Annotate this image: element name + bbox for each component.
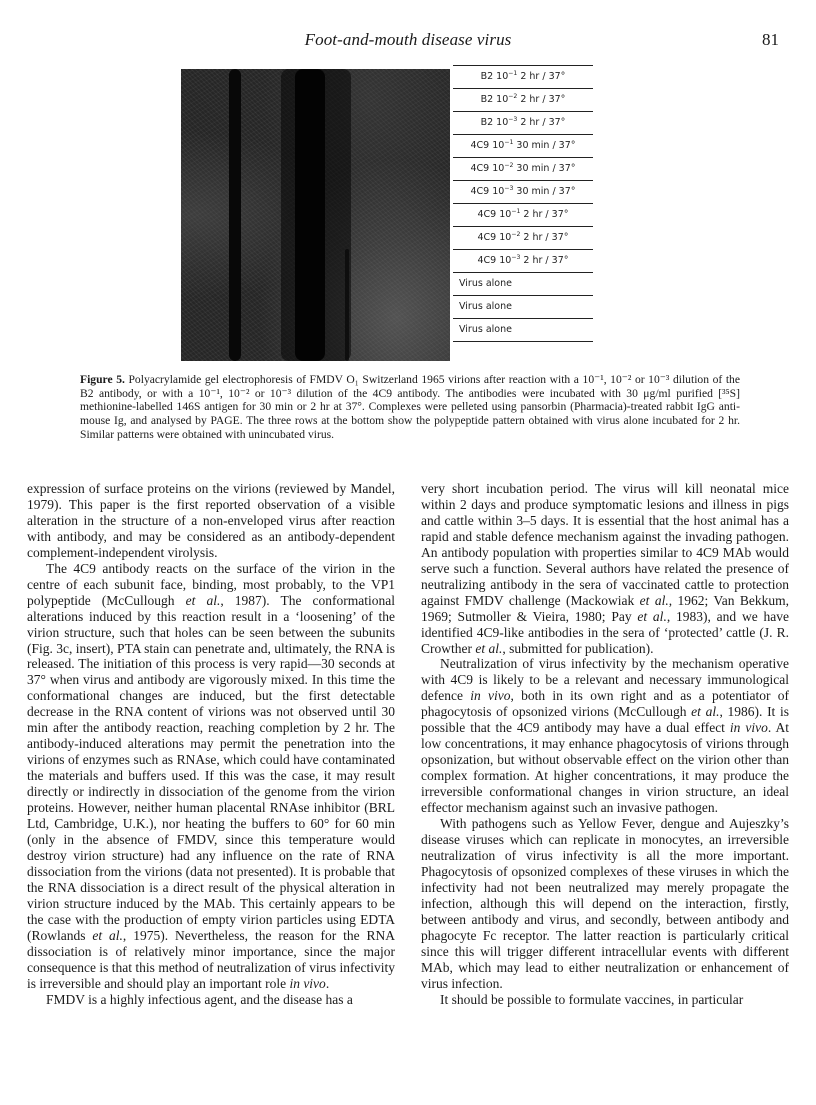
body-paragraph: very short incubation period. The virus will kill neonatal mice within 2 days and produce symptomatic lesions and illness in pigs and cattle within 3–5 days. It is essential that the host animal has a rapid and stable defence mechanism against the invading pathogen. An antibody population with properties similar to 4C9 MAb would serve such a function. Several authors have related the presence of neutralizing antibody in the sera of vaccinated cattle to protection against FMDV challenge (Mackowiak et al., 1962; Van Bekkum, 1969; Sutmoller & Vieira, 1980; Pay et al., 1983), and we have identified 4C9-like antibodies in the sera of ‘protected’ cattle (J. R. Crowther et al., submitted for publication). — [421, 481, 790, 656]
lane-label: 4C9 $10^{-2}$ 30 min / 37° — [470, 161, 576, 174]
lane-legend — [453, 65, 593, 342]
gel-band — [345, 249, 349, 361]
page-number: 81 — [762, 30, 779, 49]
lane-label-row — [453, 318, 593, 342]
lane-label-row — [453, 111, 593, 134]
body-paragraph: FMDV is a highly infectious agent, and the disease has a — [46, 991, 353, 1007]
lane-label-row — [453, 180, 593, 203]
lane-label-row — [453, 65, 593, 88]
lane-label: B2 $10^{-2}$ 2 hr / 37° — [480, 92, 566, 105]
lane-label: Virus alone — [459, 301, 512, 312]
body-paragraph: It should be possible to formulate vaccines, in particular — [440, 991, 744, 1007]
body-paragraph: expression of surface proteins on the virions (reviewed by Mandel, 1979). This paper is the first reported observation of a visible alteration in the structure of a non-enveloped virus after reaction with antibody, and may be considered as an antibody-dependent complement-independent virolysis. — [27, 481, 395, 560]
gel-autoradiograph — [181, 69, 450, 361]
figure-5 — [181, 65, 594, 365]
lane-label: B2 $10^{-3}$ 2 hr / 37° — [480, 115, 566, 128]
running-head — [0, 30, 816, 54]
lane-label-row — [453, 272, 593, 295]
gel-band — [229, 69, 241, 361]
lane-label: B2 $10^{-1}$ 2 hr / 37° — [480, 69, 566, 82]
caption-label: Figure 5. — [80, 373, 125, 386]
lane-label: 4C9 $10^{-3}$ 2 hr / 37° — [477, 253, 569, 266]
lane-label: 4C9 $10^{-2}$ 2 hr / 37° — [477, 230, 569, 243]
lane-label-row — [453, 203, 593, 226]
lane-label: 4C9 $10^{-1}$ 2 hr / 37° — [477, 207, 569, 220]
lane-label: 4C9 $10^{-1}$ 30 min / 37° — [470, 138, 576, 151]
body-paragraph: The 4C9 antibody reacts on the surface of the virion in the centre of each subunit face, binding, most probably, to the VP1 polypeptide (McCullough et al., 1987). The conformational alterations induced by this reaction result in a ‘loosening’ of the virion structure, such that holes can be seen between the subunits (Fig. 3c, insert), PTA stain can penetrate and, ultimately, the RNA is released. The initiation of this process is very rapid—30 seconds at 37° when virus and antibody are vigorously mixed. In this time the conformational changes are induced, but the first detectable decrease in the RNA content of virions was not observed until 30 min after the antibody reaction, reaching completion by 2 hr. The antibody-induced alterations may permit the penetration into the virions of enzymes such as RNAse, which could have contaminated the materials and buffers used. If this was the case, it may result directly or indirectly in dissociation of the genome from the virion proteins. However, neither human placental RNAse inhibitor (BRL Ltd, Cambridge, U.K.), nor heating the buffers to 60° for 60 min (only in the absence of FMDV, since this temperature would destroy virion structure) had any influence on the rate of RNA dissociation from the virions (data not presented). It is probable that the RNA dissociation is a direct result of the physical alteration in virion structure induced by the MAb. This certainly appears to be the case with the production of empty virion particles using EDTA (Rowlands et al., 1975). Nevertheless, the reason for the RNA dissociation is of relatively minor importance, since the major consequence is that this method of neutralization of virus infectivity is irreversible and should play an important role in vivo. — [27, 560, 395, 991]
lane-label-row — [453, 157, 593, 180]
lane-label-row — [453, 134, 593, 157]
body-paragraph: With pathogens such as Yellow Fever, dengue and Aujeszky’s disease viruses which can replicate in monocytes, an irreversible neutralization of virus infectivity is all the more important. Phagocytosis of opsonized complexes of these viruses in which the infectivity had not been neutralized may merely propagate the infection, although this will depend on the interaction, firstly, between antibody and virus, and secondly, between antibody and phagocyte Fc receptor. The latter reaction is particularly critical since this will trigger different intracellular events with different MAb, which may lead to either neutralization or enhancement of virus infection. — [421, 816, 789, 991]
running-title: Foot-and-mouth disease virus — [304, 30, 512, 49]
figure-caption — [80, 373, 740, 442]
lane-label-row — [453, 88, 593, 111]
body-paragraph: Neutralization of virus infectivity by the mechanism operative with 4C9 is likely to be a relevant and necessary immunological defence in vivo, both in its own right and as a potentiator of phagocytosis of opsonized virions (McCullough et al., 1986). It is possible that the 4C9 antibody may have a dual effect in vivo. At low concentrations, it may enhance phagocytosis of virions through opsonization, but without observable effect on the virion other than complex formation. At higher concentrations, it may produce the irreversible conformational changes in virion structure, an ideal effector mechanism against such an invasive pathogen. — [421, 656, 789, 816]
caption-text: Polyacrylamide gel electrophoresis of FMDV O₁ Switzerland 1965 virions after reaction with a 10⁻¹, 10⁻² or 10⁻³ dilution of the B2 antibody, or with a 10⁻¹, 10⁻² or 10⁻³ dilution of the 4C9 antibody. The antibodies were incubated with 30 μg/ml purified [³⁵S] methionine-labelled 146S antigen for 30 min or 2 hr at 37°. Complexes were pelleted using pansorbin (Pharmacia)-treated rabbit IgG anti-mouse Ig, and analysed by PAGE. The three rows at the bottom show the polypeptide pattern obtained with virus alone incubated for 2 hr. Similar patterns were obtained with unincubated virus. — [80, 373, 740, 441]
lane-label: Virus alone — [459, 278, 512, 289]
lane-label-row — [453, 249, 593, 272]
body-column-left — [27, 481, 395, 1007]
lane-label-row — [453, 295, 593, 318]
gel-band — [295, 69, 325, 361]
lane-label-row — [453, 226, 593, 249]
body-column-right — [421, 481, 789, 1007]
lane-label: 4C9 $10^{-3}$ 30 min / 37° — [470, 184, 576, 197]
lane-label: Virus alone — [459, 324, 512, 335]
